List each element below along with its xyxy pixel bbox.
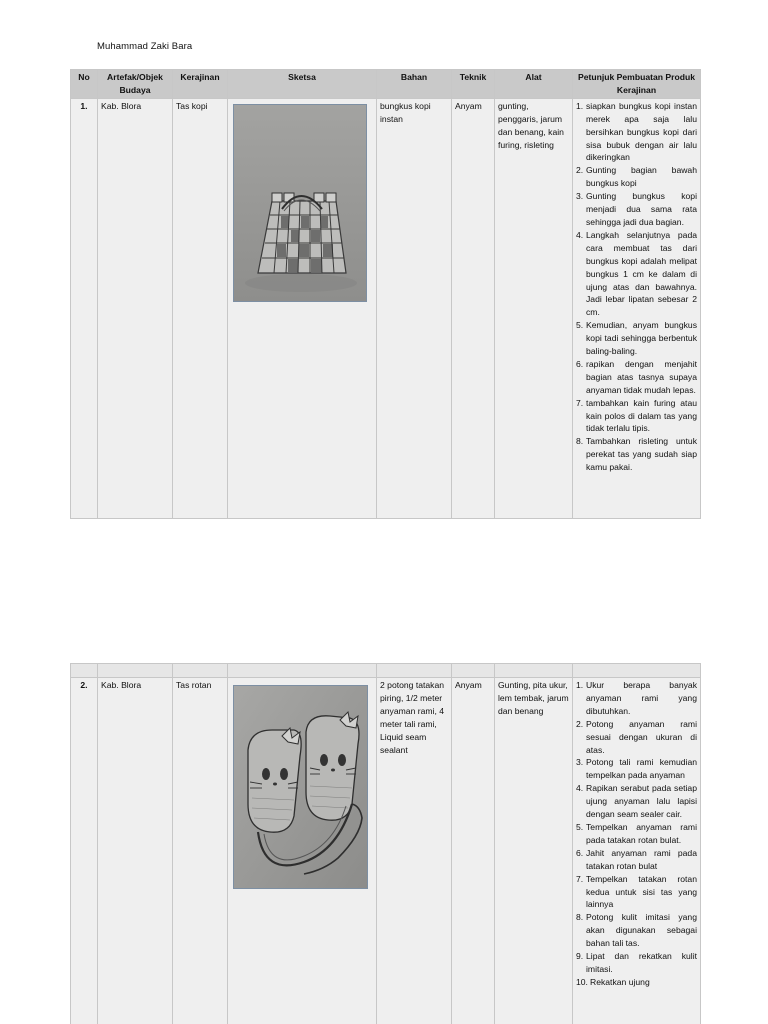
list-item: 1. Ukur berapa banyak anyaman rami yang dibutuhkan. [576, 680, 697, 716]
row-petunjuk [573, 678, 701, 1024]
row-teknik: Anyam [452, 98, 495, 518]
row-kerajinan: Tas rotan [173, 678, 228, 1024]
list-item: 5. Tempelkan anyaman rami pada tatakan rotan bulat. [576, 821, 697, 845]
table-row [71, 98, 701, 518]
row-artefak: Kab. Blora [98, 98, 173, 518]
list-item: 5. Kemudian, anyam bungkus kopi tadi sehingga berbentuk baling-baling. [576, 320, 697, 357]
row-petunjuk [573, 98, 701, 518]
header-no: No [71, 70, 98, 99]
table-header-row [71, 70, 701, 99]
list-item: 4. Rapikan serabut pada setiap ujung anyaman lalu lapisi dengan seam sealer cair. [576, 783, 697, 820]
header-bahan: Bahan [377, 70, 452, 99]
list-item: 3. Gunting bungkus kopi menjadi dua sama rata sehingga jadi dua bagian. [576, 191, 697, 227]
list-item: 2. Gunting bagian bawah bungkus kopi [576, 165, 697, 189]
header-teknik: Teknik [452, 70, 495, 99]
list-item: 6. rapikan dengan menjahit bagian atas tasnya supaya anyaman tidak mudah lepas. [576, 358, 697, 395]
steps-list [576, 100, 697, 474]
row-alat: Gunting, pita ukur, lem tembak, jarum dan benang [495, 678, 573, 1024]
row-kerajinan: Tas kopi [173, 98, 228, 518]
table-row [71, 678, 701, 1024]
row-number: 1. [71, 98, 98, 518]
row-sketsa [228, 98, 377, 518]
craft-table-1 [70, 69, 701, 519]
list-item: 1. siapkan bungkus kopi instan merek apa saja lalu bersihkan bungkus kopi dari sisa bubuk dengan air lalu dikeringkan [576, 100, 697, 163]
row-bahan: bungkus kopi instan [377, 98, 452, 518]
row-teknik: Anyam [452, 678, 495, 1024]
header-artefak: Artefak/Objek Budaya [98, 70, 173, 99]
list-item: 8. Tambahkan risleting untuk perekat tas yang sudah siap kamu pakai. [576, 436, 697, 473]
author-name: Muhammad Zaki Bara [97, 41, 193, 52]
steps-list [576, 679, 697, 989]
header-kerajinan: Kerajinan [173, 70, 228, 99]
header-petunjuk: Petunjuk Pembuatan Produk Kerajinan [573, 70, 701, 99]
list-item: 7. tambahkan kain furing atau kain polos di dalam tas yang tidak terlalu tipis. [576, 397, 697, 434]
row-alat: gunting, penggaris, jarum dan benang, kain furing, risleting [495, 98, 573, 518]
cat-face-bag-sketch-icon [233, 685, 368, 889]
list-item: 7. Tempelkan tatakan rotan kedua untuk sisi tas yang lainnya [576, 873, 697, 910]
list-item: 8. Potong kulit imitasi yang akan digunakan sebagai bahan tali tas. [576, 912, 697, 949]
list-item: 10. Rekatkan ujung [576, 976, 650, 987]
craft-table-2 [70, 663, 701, 1024]
header-sketsa: Sketsa [228, 70, 377, 99]
row-artefak: Kab. Blora [98, 678, 173, 1024]
list-item: 4. Langkah selanjutnya pada cara membuat tas dari bungkus kopi adalah melipat bungkus 1 cm ke dalam di ujung atas dan bawahnya. Jadi lebar lipatan sebesar 2 cm. [576, 229, 697, 318]
table-header-row-blank [71, 664, 701, 678]
row-number: 2. [71, 678, 98, 1024]
row-sketsa [228, 678, 377, 1024]
list-item: 6. Jahit anyaman rami pada tatakan rotan bulat [576, 847, 697, 871]
header-alat: Alat [495, 70, 573, 99]
list-item: 2. Potong anyaman rami sesuai dengan ukuran di atas. [576, 718, 697, 755]
woven-bag-sketch-icon [233, 104, 367, 302]
row-bahan: 2 potong tatakan piring, 1/2 meter anyaman rami, 4 meter tali rami, Liquid seam sealant [377, 678, 452, 1024]
list-item: 9. Lipat dan rekatkan kulit imitasi. [576, 951, 697, 974]
list-item: 3. Potong tali rami kemudian tempelkan pada anyaman [576, 757, 697, 781]
